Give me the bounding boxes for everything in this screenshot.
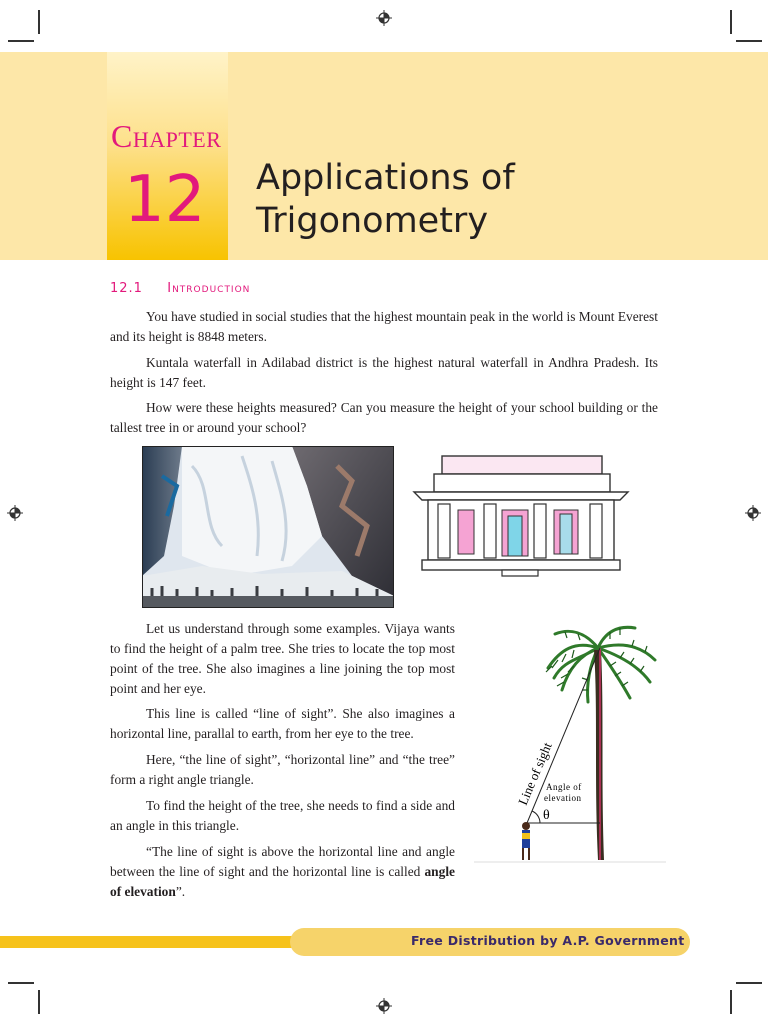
waterfall-photo: [142, 446, 394, 608]
paragraph: Kuntala waterfall in Adilabad district is the highest natural waterfall in Andhra Pradesh. Its height is 147 feet.: [110, 355, 658, 390]
paragraph: This line is called “line of sight”. She also imagines a horizontal line, parallal to earth, from her eye to the tree.: [110, 706, 455, 741]
chapter-title-line-2: Trigonometry: [256, 201, 489, 241]
chapter-number: 12: [124, 163, 206, 237]
registration-mark-icon: [376, 10, 392, 26]
crop-mark: [38, 10, 40, 34]
paragraph: To find the height of the tree, she needs to find a side and an angle in this triangle.: [110, 798, 455, 833]
section-number: 12.1: [110, 281, 143, 296]
crop-mark: [736, 40, 762, 42]
angle-label-line-1: Angle of: [546, 782, 582, 792]
theta-symbol: θ: [543, 808, 550, 823]
paragraph-angle-of-elevation: [110, 842, 455, 902]
palm-tree-line-of-sight-figure: [470, 620, 670, 875]
palm-trunk: [594, 650, 604, 860]
crop-mark: [8, 982, 34, 984]
footer-bar: [0, 936, 300, 948]
paragraph: You have studied in social studies that the highest mountain peak in the world is Mount Everest and its height is 8848 meters.: [110, 309, 658, 344]
paragraph: How were these heights measured? Can you measure the height of your school building or the tallest tree in or around your school?: [110, 400, 658, 435]
crop-mark: [38, 990, 40, 1014]
paragraph: Here, “the line of sight”, “horizontal line” and “the tree” form a right angle triangle.: [110, 752, 455, 787]
angle-label-line-2: elevation: [544, 793, 582, 803]
paragraph-text: “The line of sight is above the horizontal line and angle between the line of sight and the horizontal line is called: [110, 844, 455, 879]
paragraph-text-end: ”.: [175, 884, 186, 899]
chapter-title: [256, 157, 515, 243]
section-heading: [110, 281, 250, 296]
chapter-label: Chapter: [111, 118, 222, 154]
registration-mark-icon: [376, 998, 392, 1014]
girl-figure: [522, 822, 530, 860]
crop-mark: [736, 982, 762, 984]
paragraph: Let us understand through some examples. Vijaya wants to find the height of a palm tree. She tries to locate the top most point of the tree. She also imagines a line joining the top most point and her eye.: [110, 621, 455, 696]
footer-text: Free Distribution by A.P. Government: [411, 933, 685, 948]
registration-mark-icon: [7, 505, 23, 521]
crop-mark: [730, 10, 732, 34]
angle-arc: [532, 811, 540, 823]
line-of-sight-label: Line of sight: [514, 740, 555, 808]
term-angle-of-elevation: angle of elevation: [110, 864, 455, 899]
registration-mark-icon: [745, 505, 761, 521]
section-title: Introduction: [167, 281, 251, 296]
school-building-drawing: [412, 452, 630, 578]
crop-mark: [730, 990, 732, 1014]
chapter-title-line-1: Applications of: [256, 158, 515, 198]
crop-mark: [8, 40, 34, 42]
